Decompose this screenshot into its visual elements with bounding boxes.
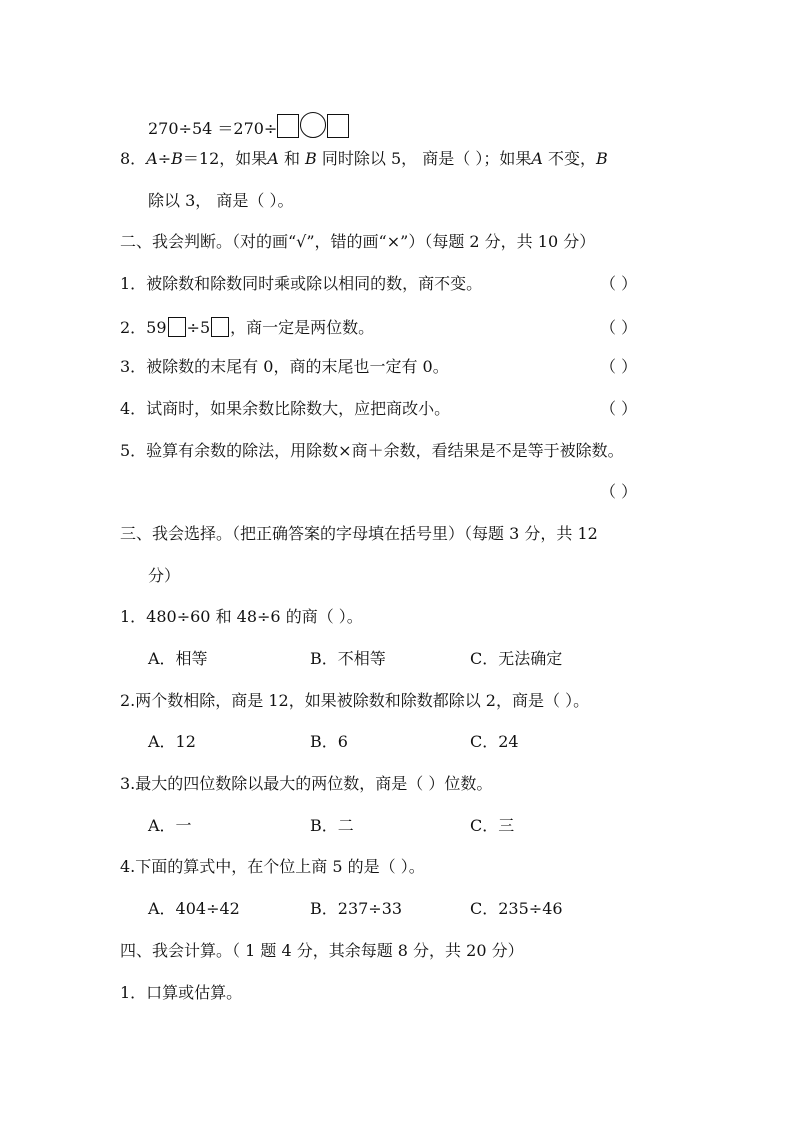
blank-square[interactable] bbox=[277, 114, 299, 138]
var-a: A bbox=[267, 149, 279, 168]
judge-item-2 bbox=[120, 317, 374, 339]
section-3-title-cont: 分） bbox=[148, 566, 181, 585]
q8-text: 不变， bbox=[542, 149, 596, 168]
section-4-title: 四、我会计算。（ 1 题 4 分，其余每题 8 分，共 20 分） bbox=[120, 941, 524, 960]
option-a[interactable]: A．404÷42 bbox=[148, 899, 240, 918]
blank-square[interactable] bbox=[327, 114, 349, 138]
judge-item-4: 4．试商时，如果余数比除数大，应把商改小。 bbox=[120, 399, 451, 418]
q8-text: ＝12，如果 bbox=[182, 149, 268, 168]
judge-item-3: 3．被除数的末尾有 0，商的末尾也一定有 0。 bbox=[120, 357, 449, 376]
blank-square[interactable] bbox=[211, 317, 229, 337]
judge-item-5: 5．验算有余数的除法，用除数×商＋余数，看结果是不是等于被除数。 bbox=[120, 441, 624, 460]
q8-text: 同时除以 5， 商是（ ）；如果 bbox=[316, 149, 532, 168]
section-3-title: 三、我会选择。（把正确答案的字母填在括号里）（每题 3 分，共 12 bbox=[120, 524, 598, 543]
blank-square[interactable] bbox=[168, 317, 186, 337]
choice-question-2: 2.两个数相除，商是 12，如果被除数和除数都除以 2，商是（ ）。 bbox=[120, 691, 590, 710]
judge-item-1: 1．被除数和除数同时乘或除以相同的数，商不变。 bbox=[120, 274, 483, 293]
option-a[interactable]: A．12 bbox=[148, 732, 196, 751]
blank-circle[interactable] bbox=[300, 112, 326, 138]
option-b[interactable]: B．二 bbox=[310, 816, 354, 835]
answer-paren[interactable]: （ ） bbox=[600, 399, 638, 418]
calc-item-1: 1．口算或估算。 bbox=[120, 983, 243, 1002]
choice-question-1: 1．480÷60 和 48÷6 的商（ ）。 bbox=[120, 607, 363, 626]
section-2-title: 二、我会判断。（对的画“√”，错的画“×”）（每题 2 分，共 10 分） bbox=[120, 232, 596, 251]
answer-paren[interactable]: （ ） bbox=[600, 482, 638, 501]
question-8-line2: 除以 3， 商是（ ）。 bbox=[148, 191, 294, 210]
answer-paren[interactable]: （ ） bbox=[600, 274, 638, 293]
question-8 bbox=[120, 148, 608, 170]
option-a[interactable]: A．相等 bbox=[148, 649, 208, 668]
equation-text: 270÷54 ＝270÷ bbox=[148, 119, 278, 138]
answer-paren[interactable]: （ ） bbox=[600, 357, 638, 376]
option-b[interactable]: B．237÷33 bbox=[310, 899, 403, 918]
var-b: B bbox=[171, 149, 183, 168]
choice-question-4: 4.下面的算式中，在个位上商 5 的是（ ）。 bbox=[120, 857, 425, 876]
div-sign: ÷ bbox=[157, 149, 172, 168]
choice-question-3: 3.最大的四位数除以最大的两位数，商是（ ）位数。 bbox=[120, 774, 493, 793]
var-b: B bbox=[305, 149, 317, 168]
option-b[interactable]: B．6 bbox=[310, 732, 348, 751]
option-b[interactable]: B．不相等 bbox=[310, 649, 386, 668]
question-number: 8． bbox=[120, 149, 147, 168]
answer-paren[interactable]: （ ） bbox=[600, 318, 638, 337]
option-c[interactable]: C．24 bbox=[470, 732, 519, 751]
option-a[interactable]: A．一 bbox=[148, 816, 192, 835]
equation-line bbox=[148, 112, 349, 140]
option-c[interactable]: C．三 bbox=[470, 816, 515, 835]
item-2-prefix: 2．59 bbox=[120, 318, 167, 337]
option-c[interactable]: C．235÷46 bbox=[470, 899, 563, 918]
var-b: B bbox=[596, 149, 608, 168]
var-a: A bbox=[531, 149, 543, 168]
item-2-mid: ÷5 bbox=[186, 318, 211, 337]
option-c[interactable]: C．无法确定 bbox=[470, 649, 563, 668]
var-a: A bbox=[146, 149, 158, 168]
item-2-suffix: ，商一定是两位数。 bbox=[230, 318, 375, 337]
q8-text: 和 bbox=[278, 149, 306, 168]
